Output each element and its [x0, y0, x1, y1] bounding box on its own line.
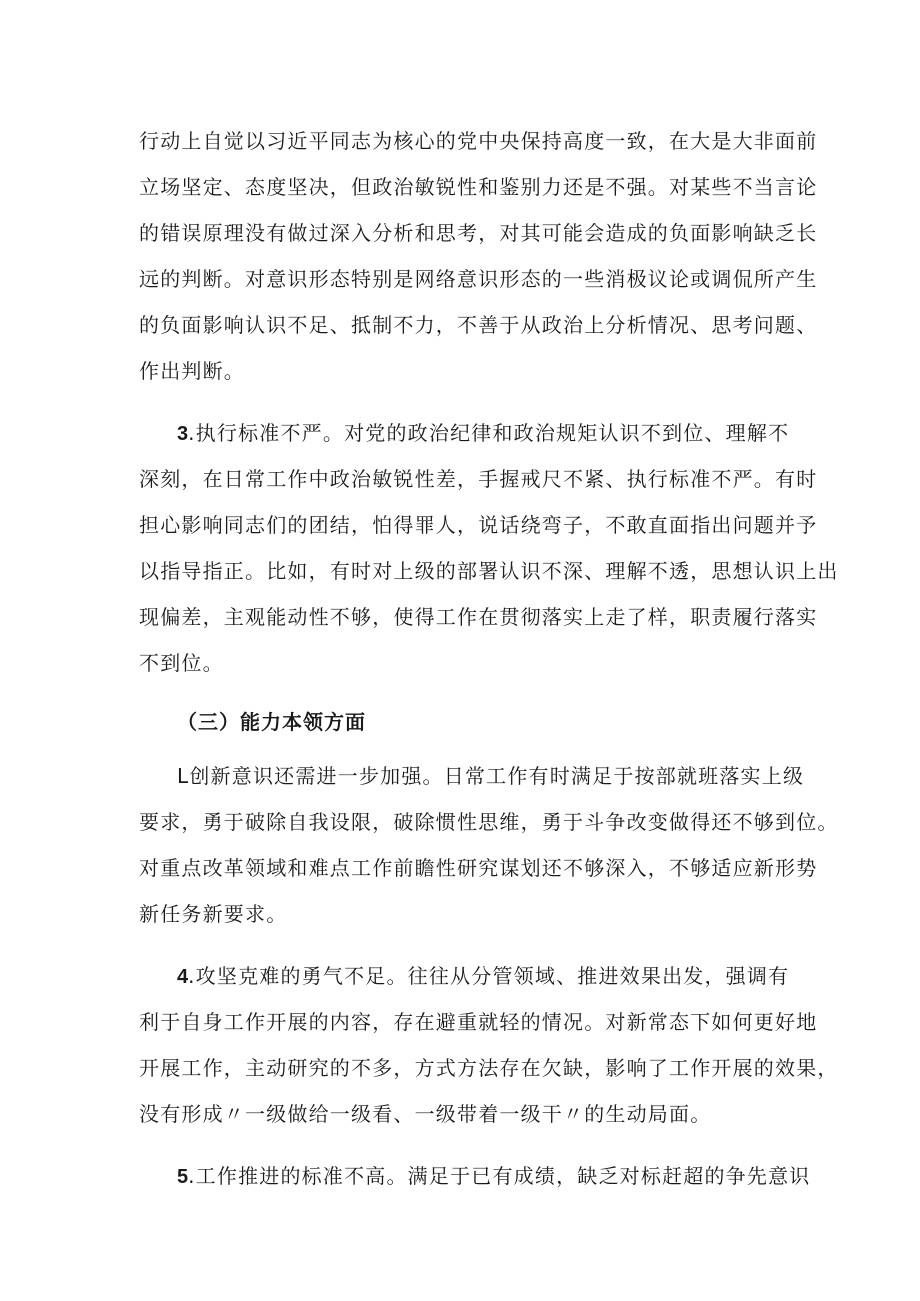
paragraph-line: 行动上自觉以习近平同志为核心的党中央保持高度一致，在大是大非面前: [139, 129, 818, 153]
paragraph-line: 立场坚定、态度坚决，但政治敏锐性和鉴别力还是不强。对某些不当言论: [139, 175, 818, 199]
section-heading: （三）能力本领方面: [177, 710, 366, 734]
item-3-line: 担心影响同志们的团结，怕得罪人，说话绕弯子，不敢直面指出问题并予: [139, 513, 818, 537]
paragraph-line: 作出判断。: [139, 359, 245, 383]
item-1-line: 对重点改革领域和难点工作前瞻性研究谋划还不够深入，不够适应新形势: [139, 856, 818, 880]
item-4-text: .攻坚克难的勇气不足。往往从分管领域、推进效果出发，强调有: [188, 964, 790, 988]
item-5-number: 5: [177, 1166, 189, 1188]
paragraph-line: 远的判断。对意识形态特别是网络意识形态的一些消极议论或调侃所产生: [139, 267, 818, 291]
item-4-line: 没有形成〃一级做给一级看、一级带着一级干〃的生动局面。: [139, 1102, 712, 1126]
item-3-line: 不到位。: [139, 651, 224, 675]
paragraph-line: 的负面影响认识不足、抵制不力，不善于从政治上分析情况、思考问题、: [139, 313, 818, 337]
item-4-number: 4: [177, 966, 189, 988]
item-3-line: 以指导指正。比如，有时对上级的部署认识不深、理解不透，思想认识上出: [139, 559, 839, 583]
item-5-text: .工作推进的标准不高。满足于已有成绩，缺乏对标赶超的争先意识: [188, 1164, 811, 1188]
item-3-text: .执行标准不严。对党的政治纪律和政治规矩认识不到位、理解不: [188, 421, 790, 445]
item-3-first-line: [177, 419, 799, 448]
item-4-line: 利于自身工作开展的内容，存在避重就轻的情况。对新常态下如何更好地: [139, 1010, 818, 1034]
item-3-line: 深刻，在日常工作中政治敏锐性差，手握戒尺不紧、执行标准不严。有时: [139, 467, 818, 491]
item-1-line: 要求，勇于破除自我设限，破除惯性思维，勇于斗争改变做得还不够到位。: [139, 810, 839, 834]
item-1-line: 新任务新要求。: [139, 902, 288, 926]
item-3-number: 3: [177, 423, 189, 445]
item-5-first-line: [177, 1162, 811, 1191]
item-1-first-line: L创新意识还需进一步加强。日常工作有时满足于按部就班落实上级: [177, 764, 805, 788]
paragraph-line: 的错误原理没有做过深入分析和思考，对其可能会造成的负面影响缺乏长: [139, 221, 818, 245]
item-4-line: 开展工作，主动研究的不多，方式方法存在欠缺，影响了工作开展的效果，: [139, 1056, 839, 1080]
item-4-first-line: [177, 962, 799, 991]
item-3-line: 现偏差，主观能动性不够，使得工作在贯彻落实上走了样，职责履行落实: [139, 605, 818, 629]
